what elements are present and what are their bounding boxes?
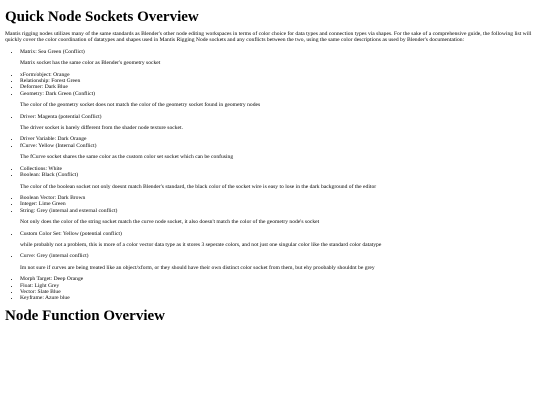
list-item: • Keyframe: Azure blue [20,295,534,301]
socket-group-list [5,195,534,214]
list-item: • Deformer: Dark Blue [20,84,534,90]
socket-group-list [5,136,534,149]
list-item: • Custom Color Set: Yellow (potential conflict) [20,231,534,237]
intro-paragraph: Mantis rigging nodes utilizes many of the same standards as Blender's other node editing workspaces in terms of color choice for data types and connection types via shapes. For the sake of a comprehensive guide, the following list will quickly cover the color coordination of datatypes and shapes used in Mantis Rigging Node sockets and any conflicts between the two, using the same color descriptions as used by Blender's documentation: [5,31,532,44]
list-item: • Driver: Magenta (potential Conflict) [20,114,534,120]
conflict-note: The fCurve socket shares the same color as the custom color set socket which can be confusing [20,154,234,161]
socket-group-list [5,49,534,55]
list-item: • Boolean: Black (Conflict) [20,172,534,178]
socket-group-list [5,72,534,98]
list-item: • Morph Target: Deep Orange [20,276,534,282]
list-item: • Float: Light Grey [20,283,534,289]
conflict-note: Im not sure if curves are being treated like an object/xform, or they should have their own distinct color socket from them, but ehy proobably shouldnt be grey [20,264,375,271]
conflict-note: The color of the boolean socket not only doesnt match Blender's standard, the black color of the socket wire is easy to lose in the dark background of the editor [20,183,377,190]
socket-group-list [5,231,534,237]
list-item: • Geometry: Dark Green (Conflict) [20,91,534,97]
list-item: • xForm/object: Orange [20,72,534,78]
conflict-note: The driver socket is barely different from the shader node texture socket. [20,125,183,132]
socket-list [5,49,534,302]
socket-group-list [5,114,534,120]
conflict-note: The color of the geometry socket does not match the color of the geometry socket found in geometry nodes [20,102,261,109]
list-item: • Relationship: Forest Green [20,78,534,84]
conflict-note: while probably not a problem, this is more of a color vector data type as it stores 3 seperate colors, and not just one singular color like the standard color datatype [20,241,382,248]
list-item: • Boolean Vector: Dark Brown [20,195,534,201]
section-title-node-function: Node Function Overview [5,307,165,324]
socket-group-list [5,253,534,259]
list-item: • fCurve: Yellow (Internal Conflict) [20,143,534,149]
list-item: • Matrix: Sea Green (Conflict) [20,49,534,55]
socket-group-list [5,166,534,179]
page-title: Quick Node Sockets Overview [5,9,199,25]
list-item: • Driver Variable: Dark Orange [20,136,534,142]
list-item: • Integer: Lime Green [20,201,534,207]
conflict-note: Not only does the color of the string socket match the curve node socket, it also doesn't match the color of the geometry node's socket [20,219,320,226]
list-item: • Vector: Slate Blue [20,289,534,295]
list-item: • Collections: White [20,166,534,172]
conflict-note: Matrix socket has the same color as Blender's geometry socket [20,60,161,67]
list-item: • Curve: Grey (internal conflict) [20,253,534,259]
socket-group-list [5,276,534,302]
list-item: • String: Grey (internal and external conflict) [20,208,534,214]
